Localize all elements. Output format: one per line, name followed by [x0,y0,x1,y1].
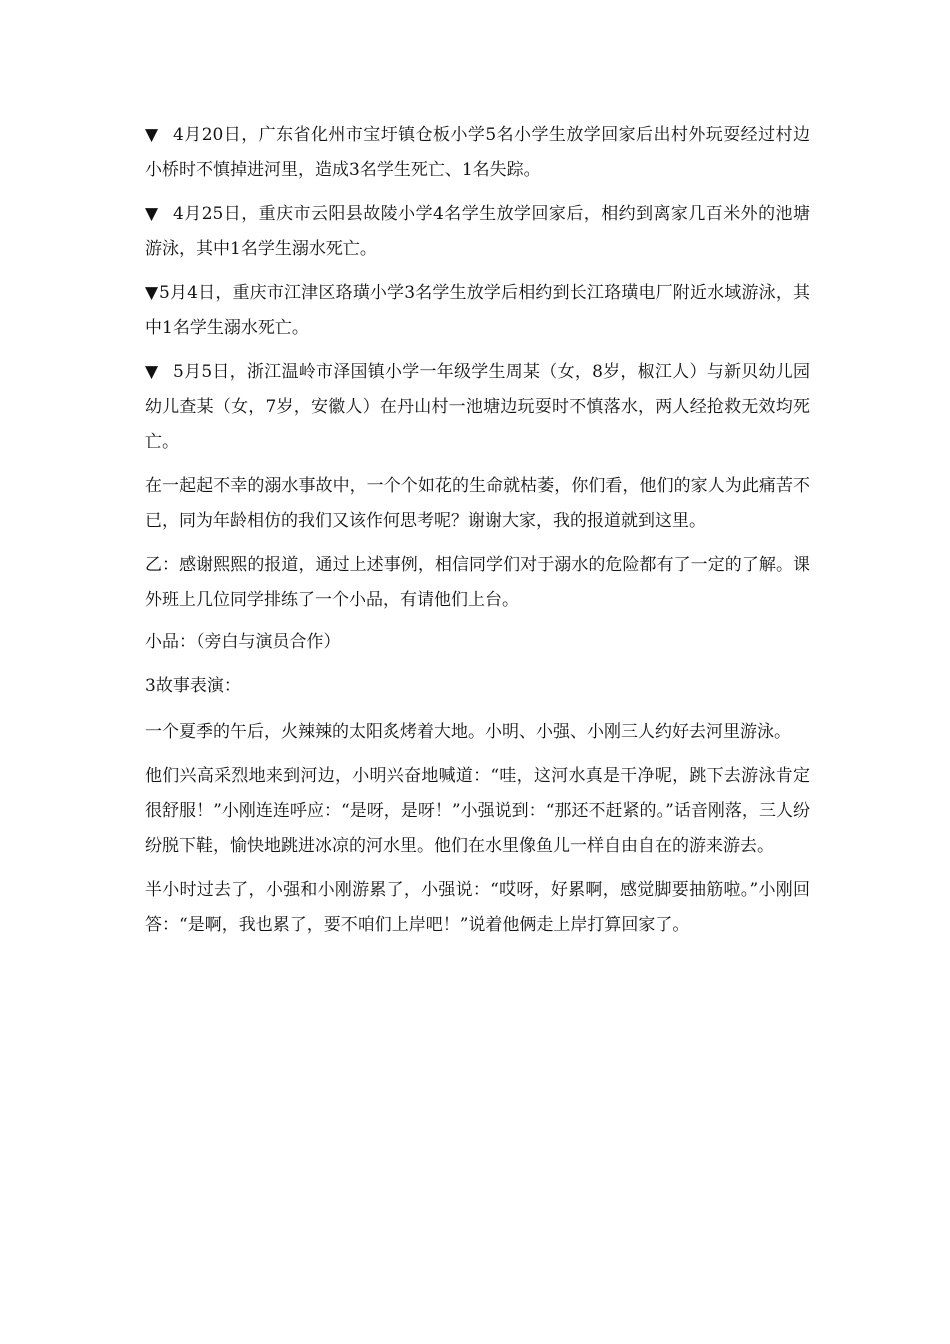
story-paragraph-3: 半小时过去了，小强和小刚游累了，小强说：“哎呀，好累啊，感觉脚要抽筋啦。”小刚回答：“是啊，我也累了，要不咱们上岸吧！”说着他俩走上岸打算回家了。 [145,880,810,935]
news-item-text: 4月20日，广东省化州市宝圩镇仓板小学5名小学生放学回家后出村外玩耍经过村边小桥时不慎掉进河里，造成3名学生死亡、1名失踪。 [145,125,810,180]
news-item-text: 5月4日，重庆市江津区珞璜小学3名学生放学后相约到长江珞璜电厂附近水域游泳，其中1名学生溺水死亡。 [145,283,810,338]
news-item-4 [145,355,810,460]
story-paragraph-2: 他们兴高采烈地来到河边，小明兴奋地喊道：“哇，这河水真是干净呢，跳下去游泳肯定很舒服！”小刚连连呼应：“是呀，是呀！”小强说到：“那还不赶紧的。”话音刚落，三人纷纷脱下鞋，愉快地跳进冰凉的河水里。他们在水里像鱼儿一样自由自在的游来游去。 [145,766,810,856]
skit-heading: 小品：（旁白与演员合作） [145,632,341,652]
triangle-bullet-icon: ▼ [145,125,159,145]
news-item-text: 5月5日，浙江温岭市泽国镇小学一年级学生周某（女，8岁，椒江人）与新贝幼儿园幼儿查某（女，7岁，安徽人）在丹山村一池塘边玩耍时不慎落水，两人经抢救无效均死亡。 [145,362,810,452]
triangle-bullet-icon: ▼ [145,283,159,303]
story-heading: 3故事表演： [145,676,241,696]
document-body [145,118,810,952]
news-item-1 [145,118,810,188]
news-item-3 [145,276,810,346]
triangle-bullet-icon: ▼ [145,362,159,382]
news-item-2 [145,197,810,267]
host-b-paragraph: 乙：感谢熙熙的报道，通过上述事例，相信同学们对于溺水的危险都有了一定的了解。课外班上几位同学排练了一个小品，有请他们上台。 [145,555,810,610]
news-item-text: 4月25日，重庆市云阳县故陵小学4名学生放学回家后，相约到离家几百米外的池塘游泳，其中1名学生溺水死亡。 [145,204,810,259]
story-paragraph-1: 一个夏季的午后，火辣辣的太阳炙烤着大地。小明、小强、小刚三人约好去河里游泳。 [145,722,791,742]
reflection-paragraph: 在一起起不幸的溺水事故中，一个个如花的生命就枯萎，你们看，他们的家人为此痛苦不已，同为年龄相仿的我们又该作何思考呢？谢谢大家，我的报道就到这里。 [145,476,810,531]
triangle-bullet-icon: ▼ [145,204,159,224]
